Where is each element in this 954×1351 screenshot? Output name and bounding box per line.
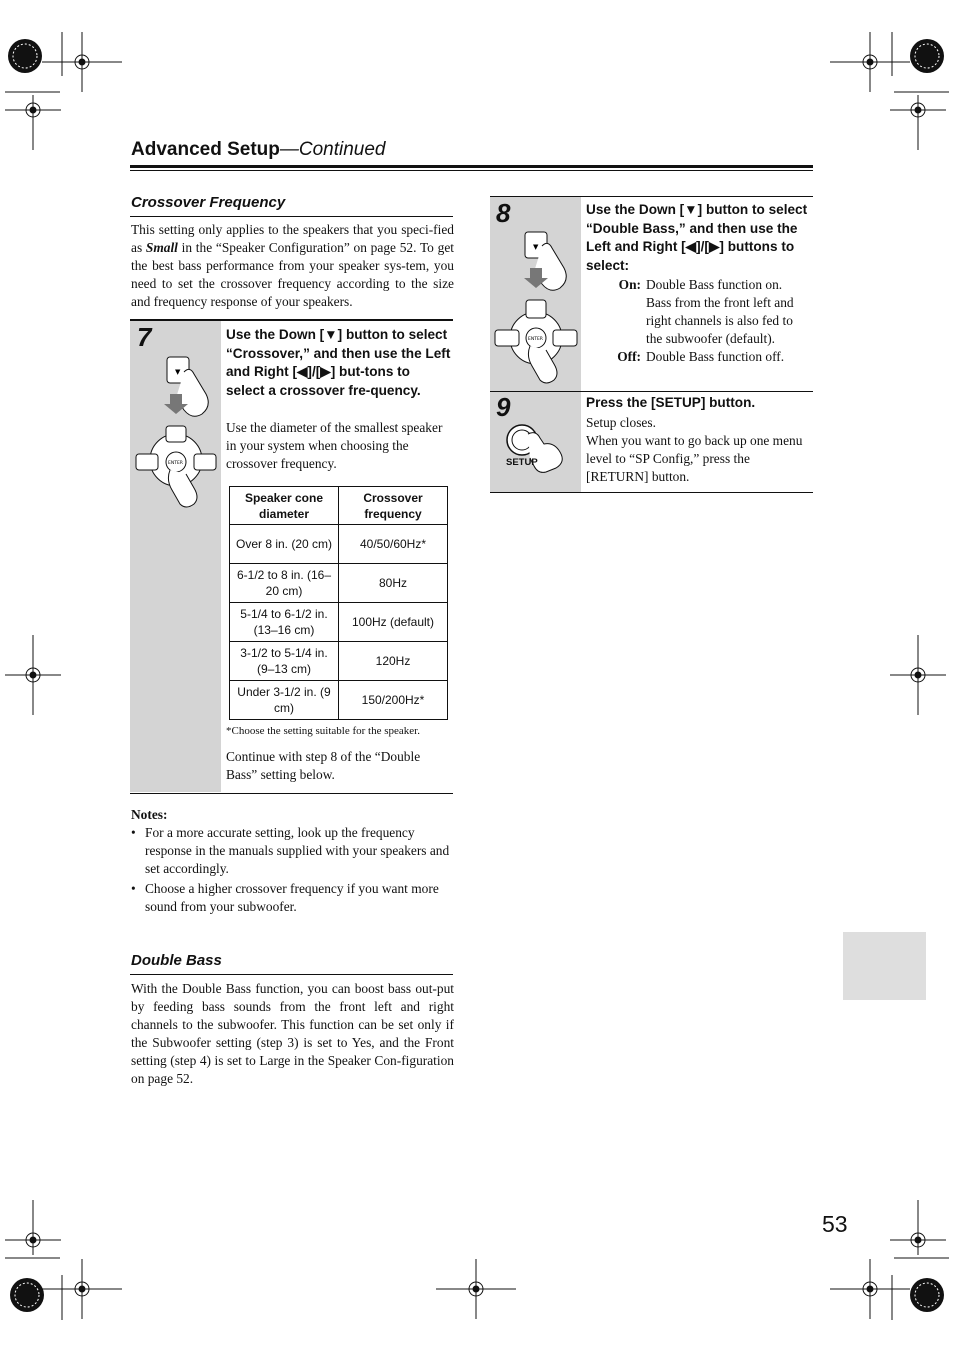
table-row: Under 3-1/2 in. (9 cm) 150/200Hz* (230, 681, 448, 720)
enter-label: ENTER (528, 337, 543, 342)
table-header-row (230, 487, 448, 525)
crossover-table (229, 486, 448, 720)
header-rule (130, 165, 813, 168)
option-on: On: Double Bass function on. Bass from the front left and right channels is also fed to the subwoofer (default). (618, 277, 794, 346)
step7-body: Use the diameter of the smallest speaker in your system when choosing the crossover frequency. (226, 420, 443, 471)
table-header: Crossover frequency (339, 487, 448, 525)
remote-down-left-right-illustration (492, 228, 580, 388)
side-tab (843, 932, 926, 1000)
step9-number: 9 (496, 392, 511, 422)
section-rule (130, 974, 453, 975)
double-bass-body: With the Double Bass function, you can boost bass out-put by feeding bass sounds from the front left and right channels to the subwoofer. This function can be set only if the Subwoofer setting (step 3) is set to Yes, and the Front setting (step 4) is set to Large in the Speaker Con-figuration on page 52. (131, 981, 454, 1086)
section-rule (130, 216, 453, 217)
remote-down-left-right-illustration (132, 352, 220, 512)
header-rule-thin (130, 170, 813, 171)
step9-bottom-rule (490, 492, 813, 493)
table-row: 3-1/2 to 5-1/4 in. (9–13 cm) 120Hz (230, 642, 448, 681)
step8-options (586, 276, 808, 366)
crossover-title: Crossover Frequency (131, 194, 286, 211)
double-bass-title: Double Bass (131, 952, 222, 969)
step9-heading: Press the [SETUP] button. (586, 395, 756, 410)
step8-number: 8 (496, 198, 511, 228)
table-footnote: *Choose the setting suitable for the speaker. (226, 725, 420, 737)
header-continued: —Continued (279, 139, 386, 160)
enter-label: ENTER (168, 461, 183, 466)
table-header: Speaker cone diameter (230, 487, 339, 525)
crossover-intro: This setting only applies to the speakers that you speci-fied as Small in the “Speaker Configuration” on page 52. To get the best bass performance from your speaker sys-tem, you need to set the crossover frequency according to the size and frequency response of your speakers. (131, 222, 454, 309)
table-row: Over 8 in. (20 cm) 40/50/60Hz* (230, 525, 448, 564)
step7-bottom-rule (130, 793, 453, 794)
step8-heading: Use the Down [▼] button to select “Double Bass,” and then use the Left and Right [◀]/[▶] buttons to select: (586, 202, 808, 273)
step7-continue: Continue with step 8 of the “Double Bass” setting below. (226, 749, 421, 782)
list-item: • Choose a higher crossover frequency if you want more sound from your subwoofer. (131, 880, 454, 916)
table-row: 5-1/4 to 6-1/2 in. (13–16 cm) 100Hz (default) (230, 603, 448, 642)
notes (131, 806, 454, 918)
option-off: Off: Double Bass function off. (617, 349, 785, 364)
small-term: Small (145, 240, 178, 255)
svg-text:▼: ▼ (175, 368, 181, 376)
table-row: 6-1/2 to 8 in. (16–20 cm) 80Hz (230, 564, 448, 603)
step7-heading: Use the Down [▼] button to select “Crossover,” and then use the Left and Right [◀]/[▶] but-tons to select a crossover fre-quency. (226, 327, 451, 398)
step7-number: 7 (137, 322, 152, 352)
list-item: • For a more accurate setting, look up the frequency response in the manuals supplied with your speakers and set accordingly. (131, 824, 454, 878)
setup-label: SETUP (506, 457, 538, 468)
header-title: Advanced Setup (131, 139, 280, 160)
svg-text:▼: ▼ (533, 243, 539, 251)
step9-body: Setup closes. When you want to go back up one menu level to “SP Config,” press the [RETURN] button. (586, 415, 803, 484)
page-number: 53 (822, 1211, 848, 1237)
page-header (131, 139, 386, 161)
notes-title: Notes: (131, 807, 168, 822)
